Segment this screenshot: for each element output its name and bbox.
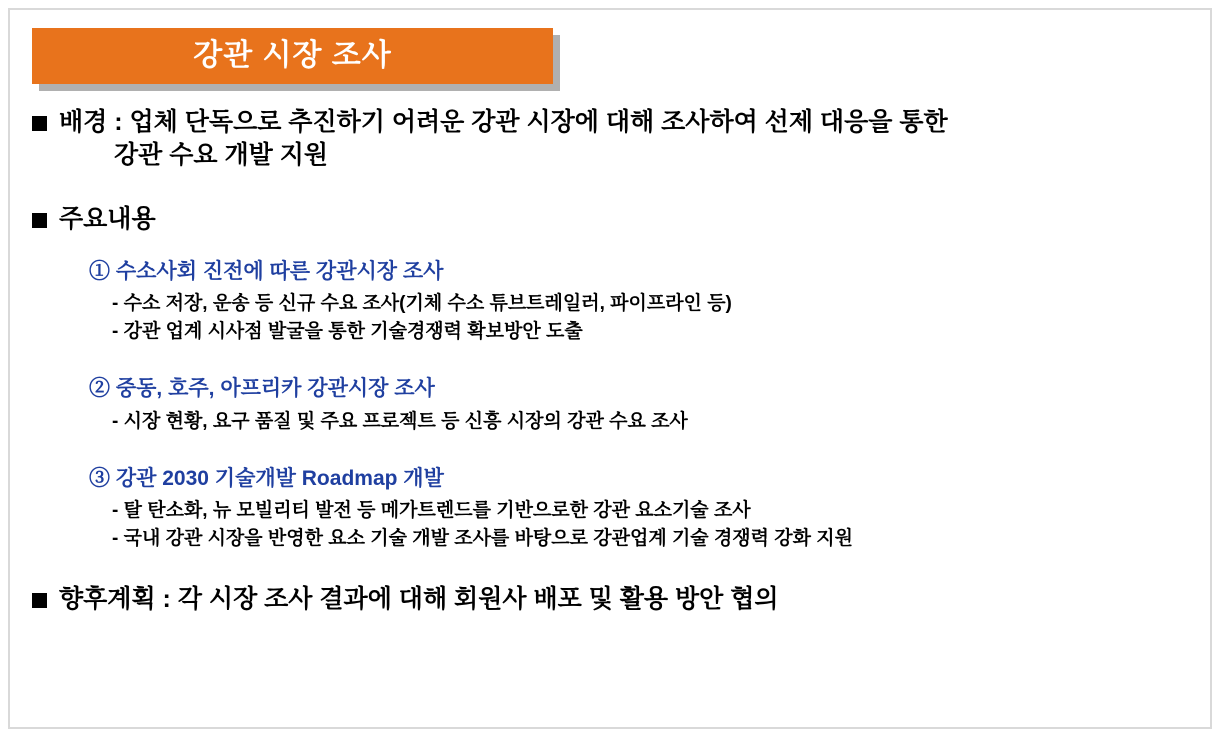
- section-future-plan-heading-label: 향후계획 : 각 시장 조사 결과에 대해 회원사 배포 및 활용 방안 협의: [59, 584, 779, 613]
- section-main-contents-heading-label: 주요내용: [59, 204, 156, 233]
- main-content-item-2-detail-1: - 시장 현황, 요구 품질 및 주요 프로젝트 등 신흥 시장의 강관 수요 조사: [112, 410, 688, 432]
- slide-title-box: [32, 28, 553, 84]
- main-content-item-2-title: ② 중동, 호주, 아프리카 강관시장 조사: [89, 377, 435, 401]
- slide-frame: [8, 8, 1212, 729]
- slide-content: [32, 106, 1202, 616]
- section-future-plan-heading: [32, 583, 1202, 616]
- main-content-item-1-title: ① 수소사회 진전에 따른 강관시장 조사: [89, 259, 444, 283]
- section-main-contents-heading: [32, 203, 1202, 236]
- main-content-item-3-detail-2: - 국내 강관 시장을 반영한 요소 기술 개발 조사를 바탕으로 강관업계 기술 경쟁력 강화 지원: [112, 527, 853, 549]
- section-background-continuation: 강관 수요 개발 지원: [114, 141, 329, 170]
- square-bullet-icon: [32, 116, 47, 131]
- slide-title: 강관 시장 조사: [193, 39, 392, 72]
- square-bullet-icon: [32, 593, 47, 608]
- section-background-heading: [32, 106, 1202, 139]
- section-background-heading-label: 배경 : 업체 단독으로 추진하기 어려운 강관 시장에 대해 조사하여 선제 대응을 통한: [59, 108, 948, 136]
- main-content-item-1-detail-2: - 강관 업계 시사점 발굴을 통한 기술경쟁력 확보방안 도출: [112, 320, 583, 342]
- main-content-item-3-title: ③ 강관 2030 기술개발 Roadmap 개발: [89, 467, 444, 491]
- main-content-item-1-detail-1: - 수소 저장, 운송 등 신규 수요 조사(기체 수소 튜브트레일러, 파이프라인 등): [112, 293, 732, 315]
- main-content-item-3-detail-1: - 탈 탄소화, 뉴 모빌리티 발전 등 메가트렌드를 기반으로한 강관 요소기술 조사: [112, 500, 751, 522]
- square-bullet-icon: [32, 213, 47, 228]
